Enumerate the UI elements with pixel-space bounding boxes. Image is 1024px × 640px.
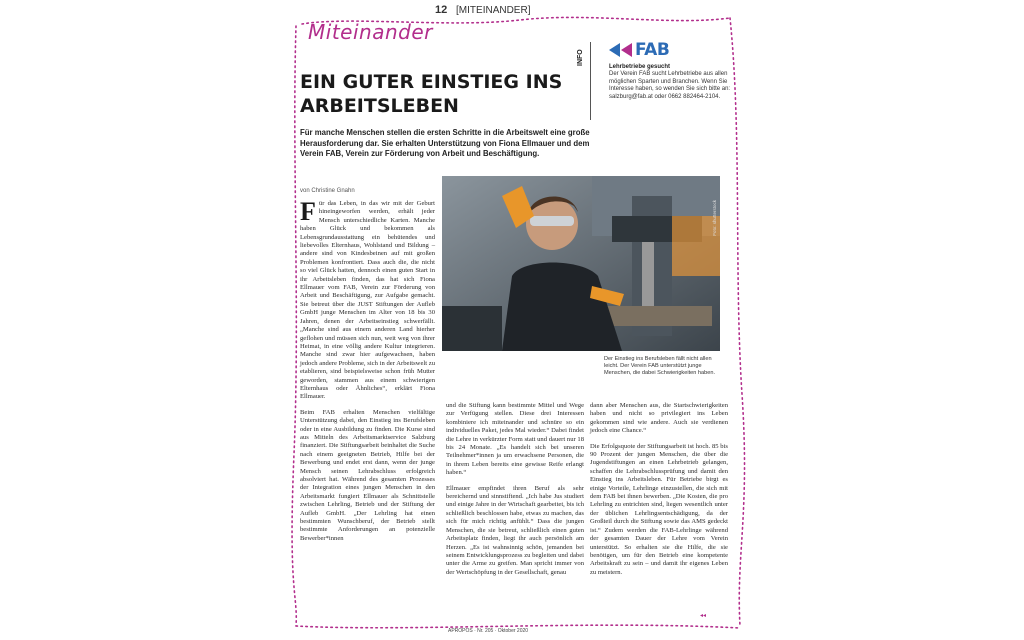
paragraph: Die Erfolgsquote der Stiftungsarbeit ist hoch. 85 bis 90 Prozent der jungen Menschen, die über die Jugendstiftungen an einen Lehrbetrieb gelangen, schaffen die Lehrabschlussprüfung und damit den Einstieg ins Arbeitsleben. Für Betriebe birgt es einige Vorteile, Lehrlinge einzustellen, die sich mit dem FAB bei ihnen bewerben. „Die Kosten, die pro Lehrling zu entrichten sind, liegen wesentlich unter der üblichen Lehrlingsentschädigung, da der Großteil durch die Stiftung sowie das AMS gedeckt ist.“ Zudem werden die FAB-Lehrlinge während der gesamten Dauer der Lehre vom Verein unterstützt. So erhalten sie die Hilfe, die sie benötigen, um für den Betrieb eine kompetente Arbeitskraft zu sein – und damit ihr eigenes Leben zu meistern.: [590, 442, 728, 576]
article-column-3: [590, 402, 728, 584]
article-lead: Für manche Menschen stellen die ersten Schritte in die Arbeitswelt eine große Herausforderung dar. Sie erhalten Unterstützung von Fiona Ellmauer und dem Verein FAB, Verein zur Förderung von Arbeit und Beschäftigung.: [300, 128, 590, 159]
section-tag: [MITEINANDER]: [456, 5, 531, 16]
section-title: Miteinander: [308, 20, 433, 44]
page-number: 12: [435, 4, 448, 16]
article-column-2: [446, 402, 584, 584]
page-header: [435, 4, 530, 16]
page-footer: APROPOS · Nr. 205 · Oktober 2020: [448, 628, 529, 634]
logo-triangle-icon: [609, 43, 620, 57]
paragraph: Beim FAB erhalten Menschen vielfältige Unterstützung dabei, den Einstieg ins Berufsleben oder in eine Ausbildung zu finden. Die Kurse sind aus Mitteln des Arbeitsmarktservice Salzburg finanziert. Die Stiftungsarbeit beinhaltet die Suche nach einem geeigneten Betrieb, Hilfe bei der Bewerbung und endet erst dann, wenn der junge Mensch seinen Lehrabschluss erfolgreich absolviert hat. Während des gesamten Prozesses der Integration eines jungen Menschen in den Arbeitsmarkt fungiert Ellmauer als Schnittstelle zwischen Lehrling, Betrieb und der Stiftung der Aufleb GmbH. „Der Lehrling hat einen bestimmten Wunschberuf, der Betrieb stellt bestimmte Anforderungen an potenzielle Bewerber*innen: [300, 408, 435, 542]
fab-logo-text: FAB: [635, 40, 670, 60]
logo-triangle-icon: [621, 43, 632, 57]
info-box: [577, 40, 741, 120]
info-title: Lehrbetriebe gesucht: [609, 64, 671, 70]
drop-cap: F: [300, 197, 316, 226]
article-headline: EIN GUTER EINSTIEG INS ARBEITSLEBEN: [300, 71, 563, 117]
photo-illustration: [442, 176, 720, 351]
article-photo: [442, 176, 720, 351]
article-column-1: [300, 197, 435, 550]
photo-caption: Der Einstieg ins Berufsleben fällt nicht allen leicht. Der Verein FAB unterstützt junge Menschen, die dabei Schwierigkeiten haben.: [604, 356, 716, 377]
article-byline: von Christine Gnahn: [300, 188, 355, 194]
info-body: Der Verein FAB sucht Lehrbetriebe aus allen möglichen Sparten und Branchen. Wenn Sie Interesse haben, so wenden Sie sich bitte an: salzburg@fab.at oder 0662 882464-2104.: [609, 71, 731, 100]
fab-logo: [609, 42, 669, 58]
paragraph: Ellmauer empfindet ihren Beruf als sehr bereichernd und sinnstiftend. „Ich habe Jus studiert und einige Jahre in der Wirtschaft gearbeitet, bis ich schließlich beschlossen habe, etwas zu machen, das sich für mich richtig anfühlt.“ Dass die jungen Menschen, die sie betreut, schließlich einen guten Arbeitsplatz finden, liegt ihr auch persönlich am Herzen. „Es ist wahnsinnig schön, jemanden bei seinem Entwicklungsprozess zu begleiten und dabei unter die Arme zu greifen. Man spricht immer von der Wertschöpfung in der Gesellschaft, genau: [446, 484, 584, 576]
end-mark-icon: ◂◂: [700, 613, 707, 619]
paragraph: dann aber Menschen aus, die Startschwierigkeiten haben und nicht so privilegiert ins Leben gekommen sind wie andere. Auch sie verdienen jedoch eine Chance.“: [590, 402, 728, 435]
paragraph: ür das Leben, in das wir mit der Geburt hineingeworfen werden, erhält jeder Mensch unterschiedliche Karten. Manche haben Glück und bekommen als Lebensgrundausstattung ein behütendes und liebevolles Elternhaus, Wohlstand und Bildung – andere sind von Kindesbeinen auf mit großen Problemen konfrontiert. Dass auch die, die nicht so viel Glück hatten, dennoch einen guten Start in ihr Arbeitsleben finden, das hat sich Fiona Ellmauer vom FAB, Verein zur Förderung von Arbeit und Beschäftigung, zur Aufgabe gemacht. Sie betreut über die JUST Stiftungen der Aufleb GmbH junge Menschen im Alter von 18 bis 30 Jahren, denen der Arbeitseinstieg schwerfällt. „Manche sind aus einem anderen Land hierher geflohen und müssen sich nun, weit weg von ihrer Heimat, in eine völlig andere Kultur integrieren. Manche sind zwar hier aufgewachsen, haben jedoch andere Probleme, sich in der Arbeitswelt zu etablieren, sind beispielsweise schon früh Mutter geworden, stammen aus einem schwierigen Elternhaus oder Ähnliches“, erklärt Fiona Ellmauer.: [300, 200, 435, 401]
paragraph: und die Stiftung kann bestimmte Mittel und Wege zur Verfügung stellen. Diese drei Interessen kombiniere ich miteinander und schnüre so ein individuelles Paket, jedes Mal wieder.“ Dabei findet die Lehre in verkürzter Form statt und dauert nur 18 bis 24 Monate. „Es handelt sich bei unseren Teilnehmer*innen ja um erwachsene Personen, die in ihrem Leben bereits eine gewisse Reife erlangt haben.“: [446, 402, 584, 477]
photo-credit: Foto: shutterstock: [712, 200, 717, 236]
info-tag: INFO: [577, 49, 584, 66]
